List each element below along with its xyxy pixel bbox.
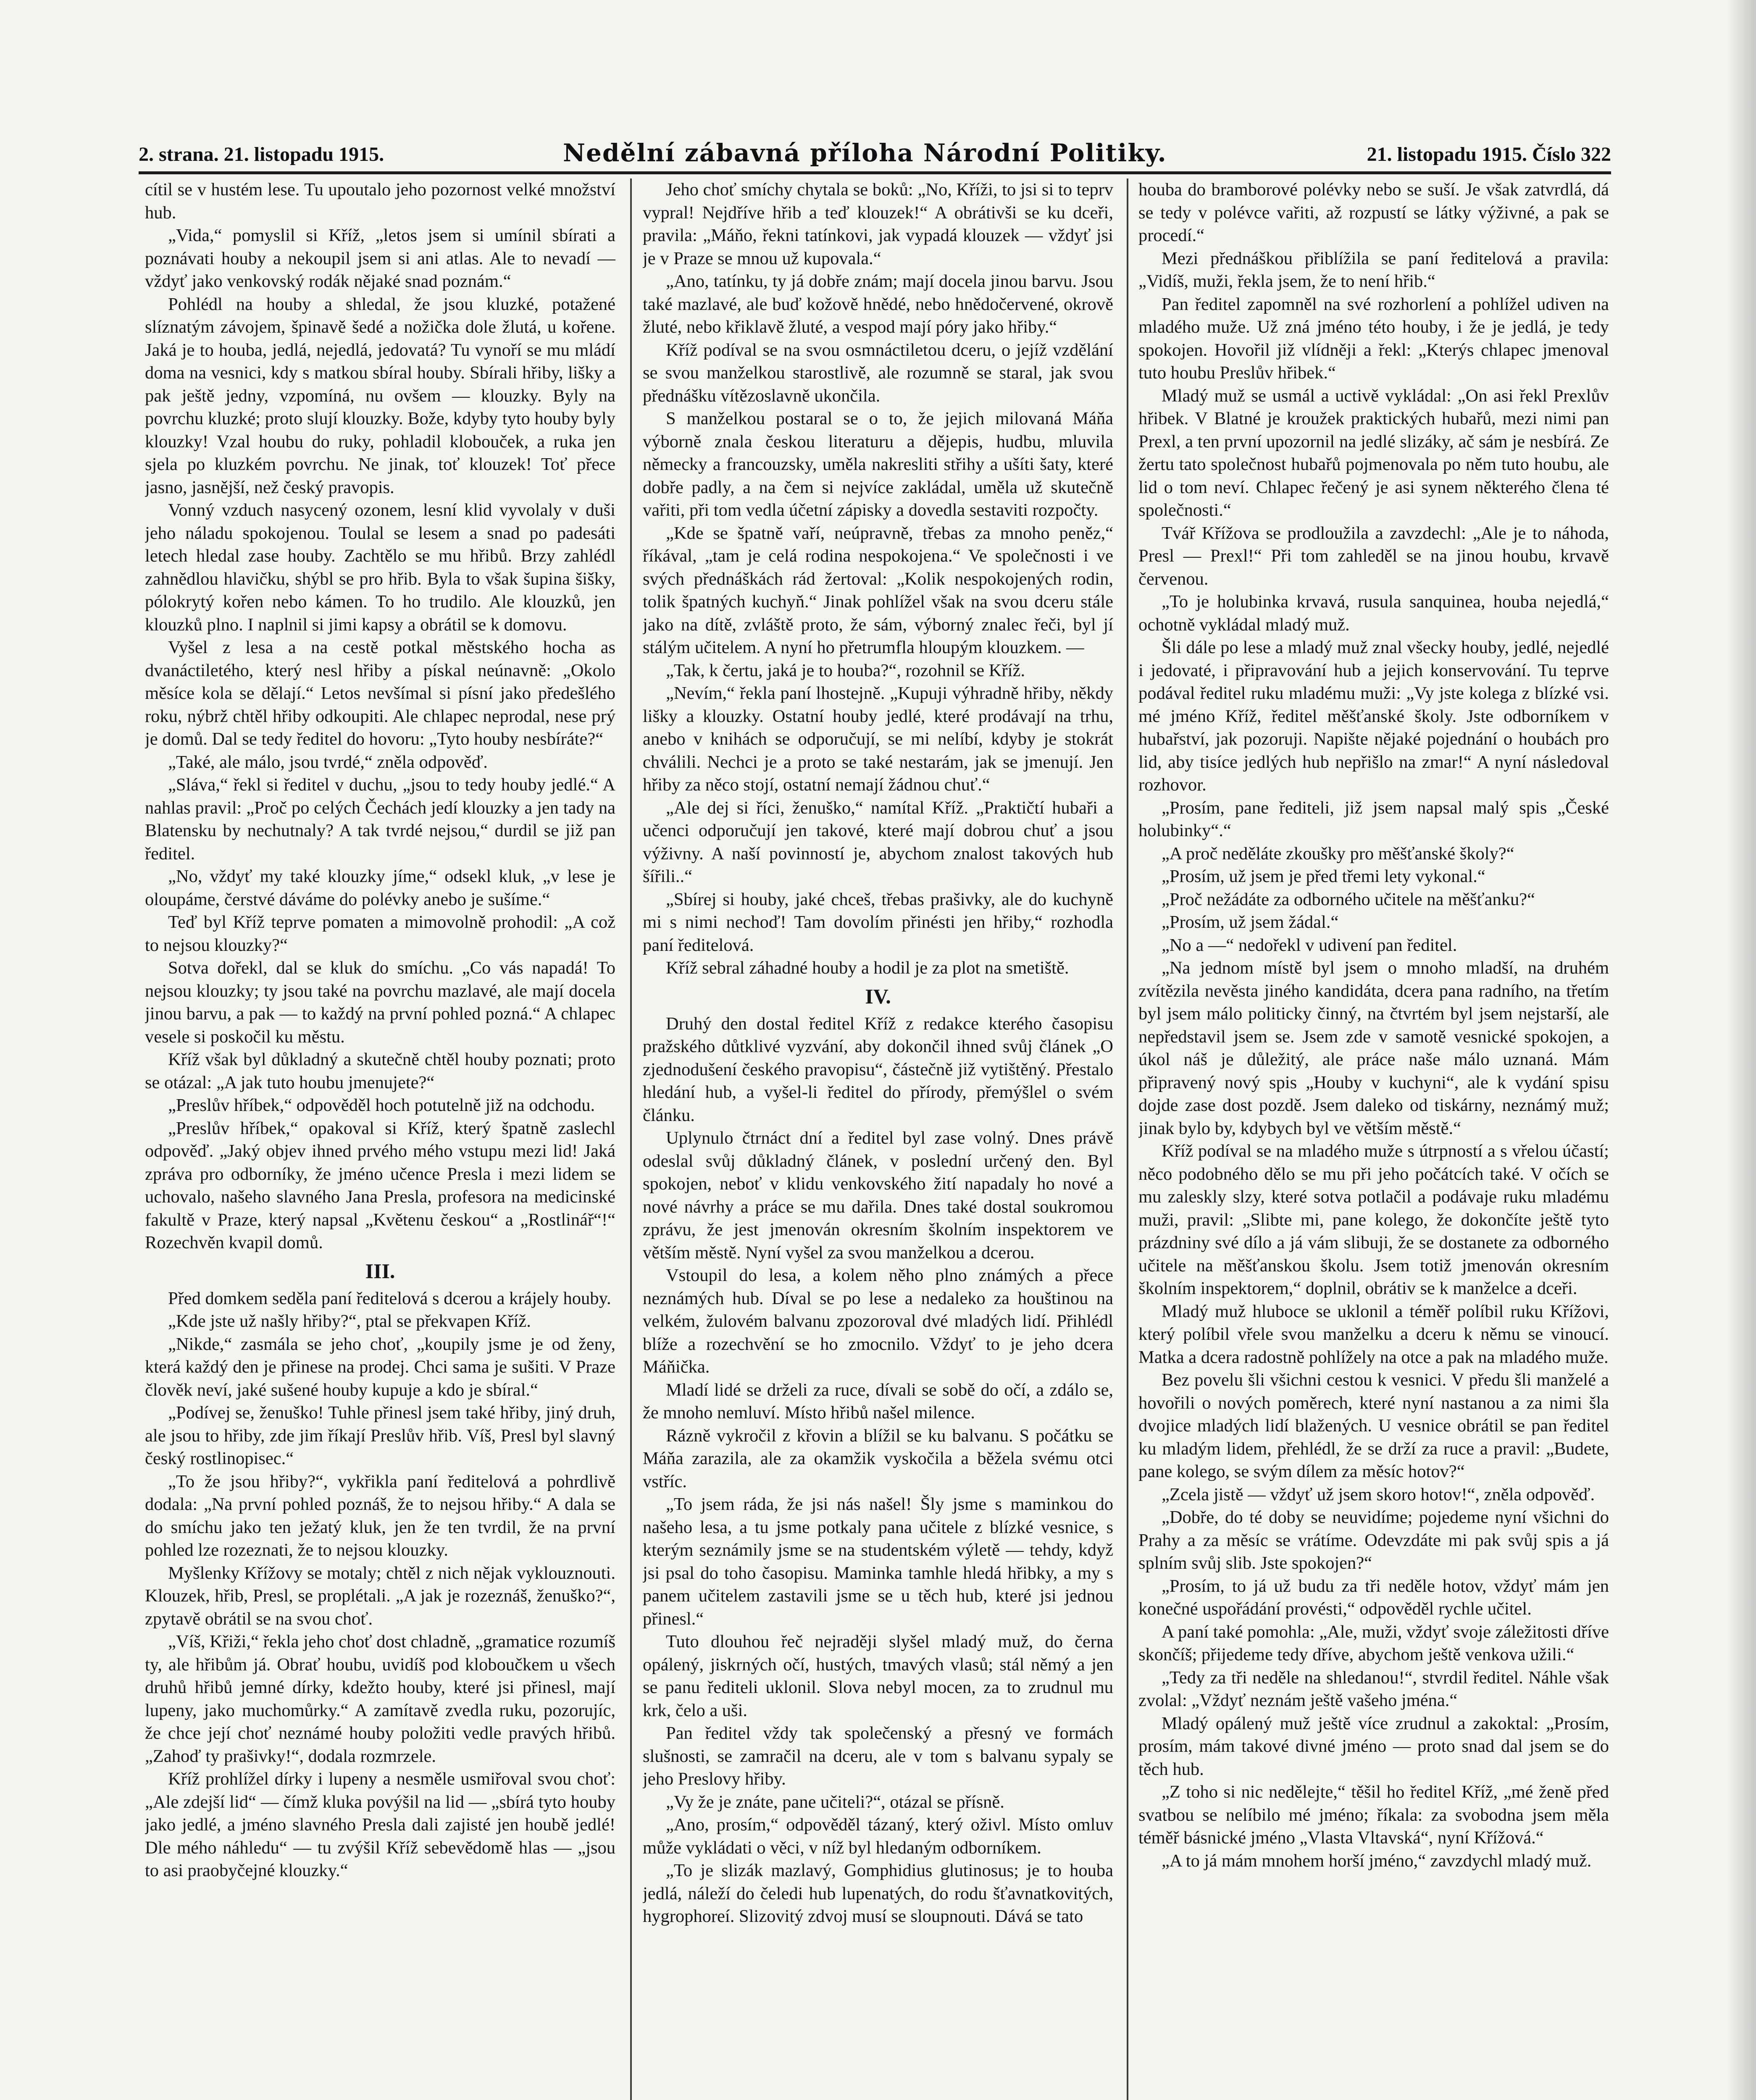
paragraph: „Vy že je znáte, pane učiteli?“, otázal se přísně.: [666, 1792, 1004, 1812]
paragraph: „Dobře, do té doby se neuvidíme; pojedeme nyní všichni do Prahy a za měsíc se vrátíme. Odevzdáte mi pak svůj spis a já splním svůj slib. Jste spokojen?“: [1138, 1507, 1609, 1573]
paragraph: „Preslův hříbek,“ odpověděl hoch potutelně již na odchodu.: [168, 1095, 595, 1115]
paragraph: „Zcela jistě — vždyť už jsem skoro hotov!“, zněla odpověď.: [1162, 1484, 1595, 1504]
page-header: [139, 139, 1611, 174]
paragraph: A paní také pomohla: „Ale, muži, vždyť svoje záležitosti dříve skončíš; přijedeme tedy dříve, abychom ještě venkova užili.“: [1138, 1622, 1609, 1664]
paragraph: „To jsem ráda, že jsi nás našel! Šly jsme s maminkou do našeho lesa, a tu jsme potkaly pana učitele z blízké vesnice, s kterým seznámily jsme se na studentském výletě — tehdy, když jsi psal do toho časopisu. Maminka tamhle hledá hřibky, a my s panem učitelem zastavili jsme se u těch hub, které jsi jednou přinesl.“: [643, 1494, 1113, 1629]
paragraph: Mladí lidé se drželi za ruce, dívali se sobě do očí, a zdálo se, že mnoho nemluví. Místo hřibů našel milence.: [643, 1380, 1113, 1423]
paragraph: S manželkou postaral se o to, že jejich milovaná Máňa výborně znala českou literaturu a dějepis, hudbu, mluvila německy a francouzsky, uměla nakresliti střihy a ušíti šaty, které dobře padly, a na čem si nejvíce zakládal, uměla už skutečně vařiti, při tom vedla účetní zápisky a dovedla sestaviti rozpočty.: [643, 409, 1113, 520]
paragraph: Vonný vzduch nasycený ozonem, lesní klid vyvolaly v duši jeho náladu spokojenou. Toulal se lesem a snad po padesáti letech hledal zase houby. Zachtělo se mu hřibů. Brzy zahlédl zahnědlou hlavičku, shýbl se pro hřib. Byla to však šupina šišky, pólokrytý kořen nebo kámen. To ho trudilo. Ale klouzků, jen klouzků plno. I naplnil si jimi kapsy a obrátil se k domovu.: [145, 500, 615, 635]
paragraph: „Tak, k čertu, jaká je to houba?“, rozohnil se Kříž.: [666, 660, 1025, 680]
paragraph: Bez povelu šli všichni cestou k vesnici. V předu šli manželé a hovořili o nových poměrech, které nyní nastanou a za nimi šla dvojice mladých lidí blažených. U vesnice obrátil se pan ředitel ku mladým lidem, přehlédl, že se drží za ruce a pravil: „Budete, pane kolego, se svým dílem za měsíc hotov?“: [1138, 1370, 1609, 1481]
column-divider: [1127, 178, 1128, 2100]
paragraph: Vstoupil do lesa, a kolem něho plno známých a přece neznámých hub. Díval se po lese a nedaleko za houštinou na velkém, žulovém balvanu zpozoroval dvé mladých lidí. Přihlédl blíže a rozechvění se ho zmocnilo. Vždyť to je jeho dcera Máňička.: [643, 1265, 1113, 1377]
paragraph: „Ano, tatínku, ty já dobře znám; mají docela jinou barvu. Jsou také mazlavé, ale buď kožově hnědé, nebo hnědočervené, okrově žluté, nebo křiklavě žluté, a vespod mají póry jako hřiby.“: [643, 271, 1113, 337]
paragraph: „Sbírej si houby, jaké chceš, třebas prašivky, ale do kuchyně mi s nimi nechoď! Tam dovolím přinésti jen hřiby,“ rozhodla paní ředitelová.: [643, 889, 1113, 955]
paragraph: cítil se v hustém lese. Tu upoutalo jeho pozornost velké množství hub.: [145, 180, 615, 223]
page-edge-shadow: [1727, 0, 1756, 2100]
paragraph: Šli dále po lese a mladý muž znal všecky houby, jedlé, nejedlé i jedovaté, i připravování hub a jejich konservování. Tu teprve podával ředitel ruku mladému muži: „Vy jste kolega z blízké vsi. mé jméno Kříž, ředitel měšťanské školy. Jste odborníkem v hubařství, jak pozoruji. Napište nějaké pojednání o houbách pro lid, aby tisíce jedlých hub nepřišlo na zmar!“ A nyní následoval rozhovor.: [1138, 638, 1609, 795]
paragraph: Sotva dořekl, dal se kluk do smíchu. „Co vás napadá! To nejsou klouzky; ty jsou také na povrchu mazlavé, ale mají docela jinou barvu, a pak — to každý na první pohled pozná.“ A chlapec vesele si poskočil ku městu.: [145, 958, 615, 1047]
paragraph: Mladý muž hluboce se uklonil a téměř políbil ruku Křížovi, který políbil vřele svou manželku a dceru k němu se vinoucí. Matka a dcera radostně pohlížely na otce a pak na mladého muže.: [1138, 1301, 1609, 1367]
paragraph: Kříž sebral záhadné houby a hodil je za plot na smetiště.: [666, 958, 1069, 978]
paragraph: Pan ředitel vždy tak společenský a přesný ve formách slušnosti, se zamračil na dceru, ale v tom s balvanu sypaly se jeho Preslovy hřiby.: [643, 1723, 1113, 1789]
paragraph: „A to já mám mnohem horší jméno,“ zavzdychl mladý muž.: [1162, 1851, 1592, 1871]
paragraph: Mladý muž se usmál a uctivě vykládal: „On asi řekl Prexlův hřibek. V Blatné je kroužek praktických hubařů, mezi nimi pan Prexl, a ten první upozornil na jedlé slizáky, ač sám je nesbírá. Ze žertu tato společnost hubařů pojmenovala po něm tuto houbu, ale lid o tom neví. Chlapec řečený je asi synem některého člena té společnosti.“: [1138, 386, 1609, 520]
paragraph: Pohlédl na houby a shledal, že jsou kluzké, potažené slíznatým závojem, špinavě šedé a nožička dole žlutá, u kořene. Jaká je to houba, jedlá, nejedlá, jedovatá? Tu vynoří se mu mládí doma na vesnici, kdy s matkou sbíral houby. Sbírali hřiby, lišky a pak ještě jedny, vzpomíná, nu ovšem — klouzky. Byly na povrchu kluzké; proto slují klouzky. Bože, kdyby tyto houby byly klouzky! Vzal houbu do ruky, pohladil klobouček, a ruka jen sjela po kluzkém povrchu. Ne jinak, toť klouzek! Toť přece jasno, jasnější, než český pravopis.: [145, 294, 615, 497]
paragraph: Uplynulo čtrnáct dní a ředitel byl zase volný. Dnes právě odeslal svůj důkladný článek, v poslední určený den. Byl spokojen, neboť v klidu venkovského žití napadaly ho nové a nové návrhy a práce se mu dařila. Dnes také dostal soukromou zprávu, že jest jmenován okresním školním inspektorem ve větším městě. Nyní vyšel za svou manželkou a dcerou.: [643, 1128, 1113, 1263]
paragraph: „To že jsou hřiby?“, vykřikla paní ředitelová a pohrdlivě dodala: „Na první pohled poznáš, že to nejsou hřiby.“ A dala se do smíchu jako ten ježatý kluk, jen že ten tvrdil, že na první pohled lze rozeznati, že to nejsou klouzky.: [145, 1471, 615, 1560]
paragraph: „Nikde,“ zasmála se jeho choť, „koupily jsme je od ženy, která každý den je přinese na prodej. Chci sama je sušiti. V Praze člověk neví, jaké sušené houby kupuje a kdo je sbíral.“: [145, 1334, 615, 1400]
paragraph: „Víš, Křiži,“ řekla jeho choť dost chladně, „gramatice rozumíš ty, ale hřibům já. Obrať houbu, uvidíš pod kloboučkem u všech druhů hřibů jemné dírky, kdežto houby, které jsi přinesl, mají lupeny, jako muchomůrky.“ A zamítavě zvedla ruku, pozorujíc, že chce její choť neznámé houby položiti vedle pravých hřibů. „Zahoď ty prašivky!“, dodala rozmrzele.: [145, 1632, 615, 1766]
paragraph: „Podívej se, ženuško! Tuhle přinesl jsem také hřiby, jiný druh, ale jsou to hřiby, zde jim říkají Preslův hřib. Víš, Presl byl slavný český rostlinopisec.“: [145, 1403, 615, 1468]
paragraph: „To je slizák mazlavý, Gomphidius glutinosus; je to houba jedlá, náleží do čeledi hub lupenatých, do rodu šťavnatkovitých, hygrophoreí. Slizovitý zdvoj musí se sloupnouti. Dává se tato: [643, 1861, 1113, 1926]
paragraph: Teď byl Kříž teprve pomaten a mimovolně prohodil: „A což to nejsou klouzky?“: [145, 912, 615, 955]
paragraph: Mladý opálený muž ještě více zrudnul a zakoktal: „Prosím, prosím, mám takové divné jméno — proto snad dal jsem se do těch hub.: [1138, 1713, 1609, 1779]
paragraph: „Ano, prosím,“ odpověděl tázaný, který oživl. Místo omluv může vykládati o věci, v níž byl hledaným odborníkem.: [643, 1815, 1113, 1858]
paragraph: Rázně vykročil z křovin a blížil se ku balvanu. S počátku se Máňa zarazila, ale za okamžik vyskočila a běžela svému otci vstříc.: [643, 1425, 1113, 1491]
paragraph: „To je holubinka krvavá, rusula sanquinea, houba nejedlá,“ ochotně vykládal mladý muž.: [1138, 592, 1609, 635]
paragraph: „Sláva,“ řekl si ředitel v duchu, „jsou to tedy houby jedlé.“ A nahlas pravil: „Proč po celých Čechách jedí klouzky a jen tady na Blatensku by nechutnaly? A tak tvrdé nejsou,“ durdil se již pan ředitel.: [145, 775, 615, 864]
paragraph: „Kde jste už našly hřiby?“, ptal se překvapen Kříž.: [168, 1311, 531, 1331]
paragraph: Jeho choť smíchy chytala se boků: „No, Kříži, to jsi si to teprv vypral! Nejdříve hřib a teď klouzek!“ A obrátivši se ku dceři, pravila: „Máňo, řekni tatínkovi, jak vypadá klouzek — vždyť jsi je v Praze se mnou už kupovala.“: [643, 180, 1113, 268]
paragraph: Před domkem seděla paní ředitelová s dcerou a krájely houby.: [168, 1288, 611, 1308]
paragraph: „No a —“ nedořekl v udivení pan ředitel.: [1162, 935, 1457, 955]
paragraph: Myšlenky Křížovy se motaly; chtěl z nich nějak vyklouznouti. Klouzek, hřib, Presl, se proplétali. „A jak je rozeznáš, ženuško?“, zpytavě obrátil se na svou choť.: [145, 1563, 615, 1629]
paragraph: „A proč neděláte zkoušky pro měšťanské školy?“: [1162, 843, 1514, 864]
header-date-left: 2. strana. 21. listopadu 1915.: [139, 143, 384, 165]
text-column-3: [1138, 178, 1609, 2100]
paragraph: „Z toho si nic nedělejte,“ těšil ho ředitel Kříž, „mé ženě před svatbou se nelíbilo mé jméno; říkala: za svobodna jsem měla téměř básnické jméno „Vlasta Vltavská“, nyní Křížová.“: [1138, 1782, 1609, 1848]
paragraph: „Preslův hříbek,“ opakoval si Kříž, který špatně zaslechl odpověď. „Jaký objev ihned prvého mého vstupu mezi lid! Jaká zpráva pro odborníky, že jméno učence Presla i mezi lidem se uchovalo, našeho slavného Jana Presla, profesora na medicinské fakultě v Praze, který napsal „Květenu českou“ a „Rostlinář“!“ Rozechvěn kvapil domů.: [145, 1118, 615, 1252]
section-heading: IV.: [865, 984, 891, 1008]
paragraph: Pan ředitel zapomněl na své rozhorlení a pohlížel udiven na mladého muže. Už zná jméno této houby, i že je jedlá, je tedy spokojen. Hovořil již vlídněji a řekl: „Kterýs chlapec jmenoval tuto houbu Preslův hřibek.“: [1138, 294, 1609, 383]
paragraph: „Nevím,“ řekla paní lhostejně. „Kupuji výhradně hřiby, někdy lišky a klouzky. Ostatní houby jedlé, které prodávají na trhu, anebo v knihách se odporučují, se mi nelíbí, kdyby je stokrát chválili. Nechci je a proto se také nestarám, jak se jmenují. Jen hřiby za něco stojí, ostatní nemají žádnou chuť.“: [643, 683, 1113, 795]
paragraph: Kříž podíval se na mladého muže s útrpností a s vřelou účastí; něco podobného dělo se mu při jeho počátcích také. V očích se mu zaleskly slzy, které sotva potlačil a podávaje ruku mladému muži, pravil: „Slibte mi, pane kolego, že dokončíte ještě tyto prázdniny své dílo a já vám slibuji, že se dostanete za odborného učitele na měšťanskou školu. Jsem totiž jmenován okresním školním inspektorem,“ doplnil, obrátiv se k manželce a dceři.: [1138, 1141, 1609, 1298]
paragraph: Kříž však byl důkladný a skutečně chtěl houby poznati; proto se otázal: „A jak tuto houbu jmenujete?“: [145, 1050, 615, 1092]
paragraph: Vyšel z lesa a na cestě potkal městského hocha as dvanáctiletého, který nesl hřiby a pískal neúnavně: „Okolo měsíce kola se dělají.“ Letos nevšímal si písní jako předešlého roku, nýbrž chtěl hřiby odkoupiti. Ale chlapec neprodal, nese prý je domů. Dal se tedy ředitel do hovoru: „Tyto houby nesbíráte?“: [145, 638, 615, 749]
paragraph: Tuto dlouhou řeč nejraději slyšel mladý muž, do černa opálený, jiskrných očí, hustých, tmavých vlasů; stál němý a jen se panu řediteli uklonil. Slova nebyl mocen, za to zrudnul mu krk, čelo a uši.: [643, 1632, 1113, 1720]
header-publication-title: Nedělní zábavná příloha Národní Politiky.: [563, 139, 1167, 167]
paragraph: Kříž podíval se na svou osmnáctiletou dceru, o jejíž vzdělání se svou manželkou starostlivě, ale rozumně se staral, jak svou přednášku vítězoslavně ukončila.: [643, 340, 1113, 406]
paragraph: Kříž prohlížel dírky i lupeny a nesměle usmiřoval svou choť: „Ale zdejší lid“ — čímž kluka povýšil na lid — „sbírá tyto houby jako jedlé, a jméno slavného Presla dali zajisté jen houbě jedlé! Dle mého náhledu“ — tu zvýšil Kříž sebevědomě hlas — „jsou to asi praobyčejné klouzky.“: [145, 1769, 615, 1880]
paragraph: „No, vždyť my také klouzky jíme,“ odsekl kluk, „v lese je oloupáme, čerstvé dáváme do polévky anebo je sušíme.“: [145, 866, 615, 909]
paragraph: „Prosím, už jsem žádal.“: [1162, 912, 1339, 932]
paragraph: „Prosím, pane řediteli, již jsem napsal malý spis „České holubinky“.“: [1138, 798, 1609, 840]
text-column-1: [145, 178, 615, 2100]
column-divider: [630, 178, 632, 2100]
paragraph: Tvář Křížova se prodloužila a zavzdechl: „Ale je to náhoda, Presl — Prexl!“ Při tom zahleděl se na jinou houbu, krvavě červenou.: [1138, 523, 1609, 589]
section-heading: III.: [365, 1259, 395, 1283]
paragraph: „Ale dej si říci, ženuško,“ namítal Kříž. „Praktičtí hubaři a učenci odporučují jen takové, které mají dobrou chuť a jsou výživny. A naší povinností je, abychom znalost takových hub šířili..“: [643, 798, 1113, 886]
text-column-2: [643, 178, 1113, 2100]
paragraph: „Vida,“ pomyslil si Kříž, „letos jsem si umínil sbírati a poznávati houby a nekoupil jsem si ani atlas. Ale to nevadí — vždyť jako venkovský rodák nějaké snad poznám.“: [145, 226, 615, 291]
paragraph: „Prosím, to já už budu za tři neděle hotov, vždyť mám jen konečné uspořádání provésti,“ odpověděl rychle učitel.: [1138, 1576, 1609, 1619]
paragraph: „Na jednom místě byl jsem o mnoho mladší, na druhém zvítězila nevěsta jiného kandidáta, dcera pana radního, na třetím byl jsem málo politicky činný, na čtvrtém byl jsem nejstarší, ale nepředstavil jsem se. Jsem zde v samotě vesnické spokojen, a úkol náš je důležitý, ale práce naše málo uznaná. Mám připravený nový spis „Houby v kuchyni“, ale k vydání spisu dojde zase dost pozdě. Jsem daleko od tiskárny, neznámý muž; jinak bylo by, kdybych byl ve větším městě.“: [1138, 958, 1609, 1138]
header-date-issue-right: 21. listopadu 1915. Číslo 322: [1367, 143, 1611, 165]
paragraph: „Kde se špatně vaří, neúpravně, třebas za mnoho peněz,“ říkával, „tam je celá rodina nespokojena.“ Ve společnosti i ve svých přednáškách rád žertoval: „Kolik nespokojených rodin, tolik špatných kuchyň.“ Jinak pohlížel však na svou dceru stále jako na dítě, zvláště proto, že sám, výborný znalec řeči, byl jí stálým učitelem. A nyní ho přetrumfla hloupým klouzkem. —: [643, 523, 1113, 657]
paragraph: houba do bramborové polévky nebo se suší. Je však zatvrdlá, dá se tedy v polévce vařiti, až rozpustí se látky výživné, a pak se procedí.“: [1138, 180, 1609, 245]
paragraph: „Také, ale málo, jsou tvrdé,“ zněla odpověď.: [168, 752, 488, 772]
paragraph: „Proč nežádáte za odborného učitele na měšťanku?“: [1162, 889, 1535, 909]
paragraph: Druhý den dostal ředitel Kříž z redakce kterého časopisu pražského důtklivé vyzvání, aby dokončil ihned svůj článek „O zjednodušení českého pravopisu“, částečně již vytištěný. Přestalo hledání hub, a vyšel-li ředitel do přírody, přemýšlel o svém článku.: [643, 1013, 1113, 1125]
paragraph: Mezi přednáškou přiblížila se paní ředitelová a pravila: „Vidíš, muži, řekla jsem, že to není hřib.“: [1138, 248, 1609, 291]
paragraph: „Tedy za tři neděle na shledanou!“, stvrdil ředitel. Náhle však zvolal: „Vždyť neznám ještě vašeho jména.“: [1138, 1667, 1609, 1710]
paragraph: „Prosím, už jsem je před třemi lety vykonal.“: [1162, 866, 1485, 886]
